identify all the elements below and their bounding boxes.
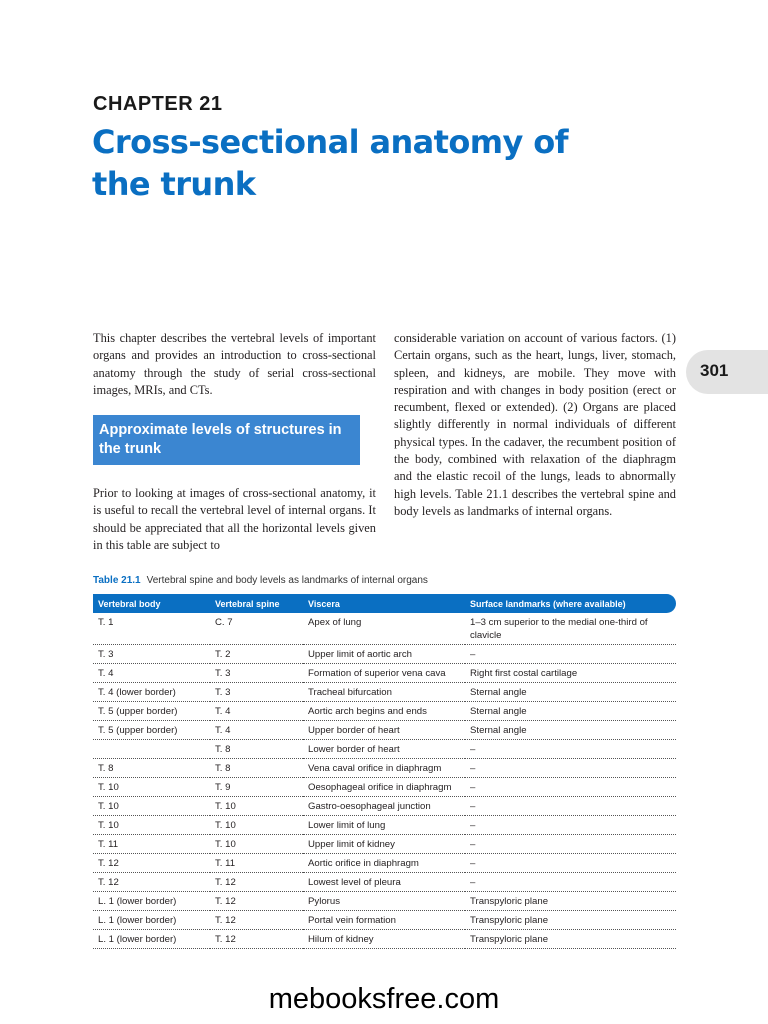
cell-vertebral-spine: T. 12: [210, 930, 303, 949]
levels-table-container: [93, 594, 676, 949]
cell-vertebral-body: L. 1 (lower border): [93, 930, 210, 949]
section-heading: Approximate levels of structures in the trunk: [93, 415, 360, 465]
prior-paragraph: Prior to looking at images of cross-sectional anatomy, it is useful to recall the vertebral level of internal organs. It should be appreciated that all the horizontal levels given in this table are subject to: [93, 486, 376, 552]
cell-vertebral-body: [93, 740, 210, 759]
cell-vertebral-spine: T. 8: [210, 740, 303, 759]
cell-viscera: Portal vein formation: [303, 911, 465, 930]
cell-surface-landmark: Transpyloric plane: [465, 892, 676, 911]
cell-viscera: Gastro-oesophageal junction: [303, 797, 465, 816]
table-caption-text: Vertebral spine and body levels as landmarks of internal organs: [146, 575, 428, 586]
cell-vertebral-spine: T. 3: [210, 664, 303, 683]
cell-vertebral-spine: T. 8: [210, 759, 303, 778]
cell-viscera: Lowest level of pleura: [303, 873, 465, 892]
table-row: [93, 797, 676, 816]
cell-surface-landmark: Sternal angle: [465, 721, 676, 740]
table-row: [93, 835, 676, 854]
cell-viscera: Hilum of kidney: [303, 930, 465, 949]
table-row: [93, 613, 676, 645]
continued-paragraph: considerable variation on account of various factors. (1) Certain organs, such as the heart, lungs, liver, stomach, spleen, and kidneys, are mobile. They move with respiration and with changes in body position (erect or recumbent, flexed or extended). (2) Organs are placed slightly differently in normal individuals of different physical types. In the cadaver, the recumbent position of the body, combined with relaxation of the diaphragm and the elastic recoil of the lungs, leads to abnormally high levels. Table 21.1 describes the vertebral spine and body levels as landmarks of internal organs.: [394, 331, 676, 518]
cell-vertebral-body: T. 10: [93, 797, 210, 816]
cell-vertebral-body: T. 12: [93, 873, 210, 892]
cell-surface-landmark: –: [465, 759, 676, 778]
cell-vertebral-body: T. 11: [93, 835, 210, 854]
page-number: 301: [700, 361, 729, 380]
cell-surface-landmark: –: [465, 835, 676, 854]
cell-vertebral-spine: T. 12: [210, 892, 303, 911]
cell-vertebral-spine: T. 2: [210, 645, 303, 664]
cell-surface-landmark: –: [465, 778, 676, 797]
table-row: [93, 664, 676, 683]
cell-viscera: Formation of superior vena cava: [303, 664, 465, 683]
cell-vertebral-body: T. 1: [93, 613, 210, 645]
table-row: [93, 816, 676, 835]
cell-vertebral-spine: T. 9: [210, 778, 303, 797]
table-row: [93, 892, 676, 911]
chapter-title: Cross-sectional anatomy of the trunk: [92, 123, 568, 203]
cell-viscera: Oesophageal orifice in diaphragm: [303, 778, 465, 797]
cell-vertebral-spine: T. 12: [210, 873, 303, 892]
cell-vertebral-spine: T. 10: [210, 797, 303, 816]
cell-vertebral-body: T. 4: [93, 664, 210, 683]
cell-vertebral-spine: C. 7: [210, 613, 303, 645]
cell-vertebral-spine: T. 10: [210, 835, 303, 854]
cell-surface-landmark: Right first costal cartilage: [465, 664, 676, 683]
header-viscera: Viscera: [303, 594, 465, 613]
cell-vertebral-spine: T. 4: [210, 702, 303, 721]
table-row: [93, 854, 676, 873]
table-row: [93, 683, 676, 702]
cell-surface-landmark: –: [465, 854, 676, 873]
table-header-row: [93, 594, 676, 613]
cell-viscera: Upper limit of kidney: [303, 835, 465, 854]
cell-vertebral-body: T. 8: [93, 759, 210, 778]
levels-table: [93, 594, 676, 949]
table-row: [93, 778, 676, 797]
table-row: [93, 645, 676, 664]
table-row: [93, 759, 676, 778]
chapter-label: CHAPTER 21: [93, 93, 223, 115]
table-caption-number: Table 21.1: [93, 575, 141, 586]
cell-surface-landmark: 1–3 cm superior to the medial one-third of clavicle: [465, 613, 676, 645]
cell-viscera: Aortic arch begins and ends: [303, 702, 465, 721]
cell-vertebral-spine: T. 11: [210, 854, 303, 873]
table-row: [93, 740, 676, 759]
cell-vertebral-spine: T. 4: [210, 721, 303, 740]
table-caption: [93, 575, 428, 586]
cell-surface-landmark: Transpyloric plane: [465, 930, 676, 949]
table-row: [93, 702, 676, 721]
cell-vertebral-body: T. 12: [93, 854, 210, 873]
table-row: [93, 930, 676, 949]
table-row: [93, 721, 676, 740]
cell-vertebral-spine: T. 10: [210, 816, 303, 835]
cell-surface-landmark: Sternal angle: [465, 702, 676, 721]
cell-viscera: Lower limit of lung: [303, 816, 465, 835]
cell-vertebral-body: T. 5 (upper border): [93, 702, 210, 721]
cell-surface-landmark: Transpyloric plane: [465, 911, 676, 930]
cell-vertebral-body: T. 10: [93, 816, 210, 835]
cell-surface-landmark: Sternal angle: [465, 683, 676, 702]
cell-vertebral-spine: T. 12: [210, 911, 303, 930]
table-row: [93, 873, 676, 892]
table-body: [93, 613, 676, 949]
intro-paragraph: This chapter describes the vertebral levels of important organs and provides an introduction to cross-sectional anatomy through the study of serial cross-sectional images, MRIs, and CTs.: [93, 331, 376, 397]
cell-viscera: Aortic orifice in diaphragm: [303, 854, 465, 873]
cell-vertebral-body: T. 5 (upper border): [93, 721, 210, 740]
cell-viscera: Upper border of heart: [303, 721, 465, 740]
watermark: mebooksfree.com: [268, 983, 500, 1015]
cell-surface-landmark: –: [465, 645, 676, 664]
header-vertebral-body: Vertebral body: [93, 594, 210, 613]
cell-viscera: Tracheal bifurcation: [303, 683, 465, 702]
cell-viscera: Pylorus: [303, 892, 465, 911]
cell-vertebral-body: T. 10: [93, 778, 210, 797]
header-surface-landmarks: Surface landmarks (where available): [465, 594, 676, 613]
cell-vertebral-body: L. 1 (lower border): [93, 911, 210, 930]
cell-surface-landmark: –: [465, 816, 676, 835]
cell-viscera: Upper limit of aortic arch: [303, 645, 465, 664]
cell-viscera: Vena caval orifice in diaphragm: [303, 759, 465, 778]
cell-surface-landmark: –: [465, 873, 676, 892]
cell-viscera: Lower border of heart: [303, 740, 465, 759]
cell-vertebral-spine: T. 3: [210, 683, 303, 702]
table-row: [93, 911, 676, 930]
cell-vertebral-body: T. 3: [93, 645, 210, 664]
cell-vertebral-body: T. 4 (lower border): [93, 683, 210, 702]
cell-vertebral-body: L. 1 (lower border): [93, 892, 210, 911]
cell-surface-landmark: –: [465, 740, 676, 759]
cell-surface-landmark: –: [465, 797, 676, 816]
header-vertebral-spine: Vertebral spine: [210, 594, 303, 613]
cell-viscera: Apex of lung: [303, 613, 465, 645]
